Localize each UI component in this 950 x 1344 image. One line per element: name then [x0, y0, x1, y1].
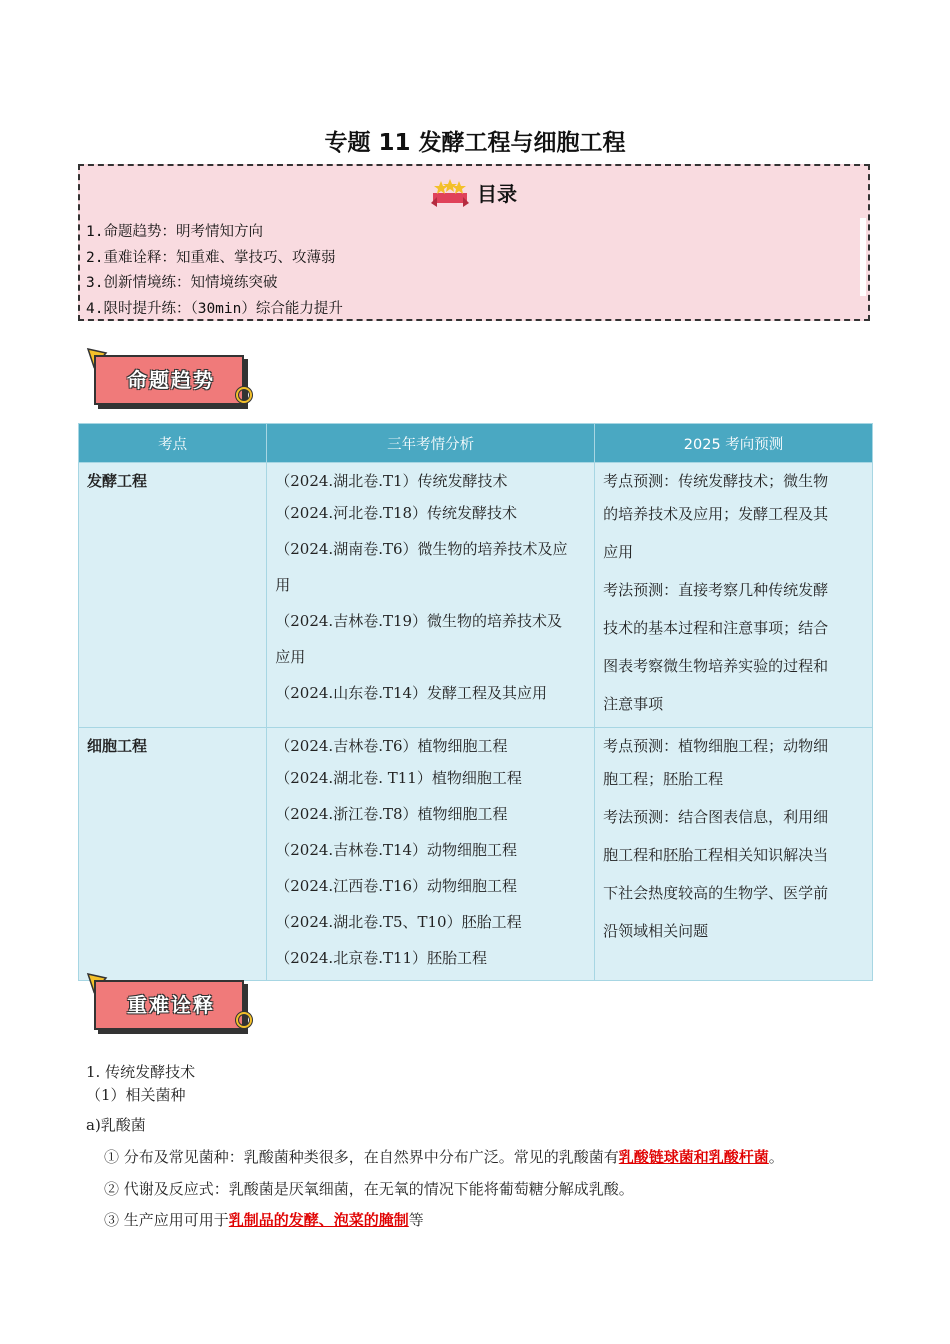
toc-item[interactable]: 3.创新情境练：知情境练突破 — [86, 275, 278, 291]
paragraph-text: 。 — [768, 1148, 784, 1166]
ring-icon — [234, 385, 254, 405]
paragraph: ② 代谢及反应式：乳酸菌是厌氧细菌，在无氧的情况下能将葡萄糖分解成乳酸。 — [104, 1180, 634, 1198]
history-line: （2024.山东卷.T14）发酵工程及其应用 — [275, 684, 548, 702]
page-title: 专题 11 发酵工程与细胞工程 — [324, 130, 626, 156]
toc-item[interactable]: 2.重难诠释：知重难、掌技巧、攻薄弱 — [86, 249, 336, 266]
toc-header — [80, 178, 868, 211]
prediction-line: 胞工程；胚胎工程 — [603, 770, 724, 788]
prediction-line: 沿领域相关问题 — [603, 922, 709, 940]
history-line: （2024.浙江卷.T8）植物细胞工程 — [275, 805, 508, 823]
paragraph-text: 等 — [408, 1211, 424, 1229]
history-line: 用 — [275, 576, 291, 594]
column-header: 考点 — [79, 424, 267, 463]
prediction-line: 注意事项 — [603, 695, 664, 713]
toc-margin-strip — [860, 218, 866, 296]
subsection-heading: （1）相关菌种 — [86, 1086, 186, 1104]
column-header: 2025 考向预测 — [595, 424, 873, 463]
history-line: （2024.湖北卷.T1）传统发酵技术 — [275, 472, 508, 490]
history-line: （2024.北京卷.T11）胚胎工程 — [275, 949, 488, 967]
history-cell — [267, 463, 595, 728]
history-line: （2024.江西卷.T16）动物细胞工程 — [275, 877, 518, 895]
toc-list — [86, 220, 343, 322]
banner-box — [94, 980, 244, 1030]
prediction-line: 考法预测：直接考察几种传统发酵 — [603, 581, 829, 599]
paragraph — [104, 1209, 424, 1230]
prediction-line: 图表考察微生物培养实验的过程和 — [603, 657, 829, 675]
topic-label: 细胞工程 — [87, 737, 148, 755]
table-row — [79, 463, 873, 728]
section-heading: 1. 传统发酵技术 — [86, 1063, 196, 1081]
highlight-text: 乳制品的发酵、泡菜的腌制 — [228, 1211, 409, 1229]
paragraph-text: ① 分布及常见菌种：乳酸菌种类很多，在自然界中分布广泛。常见的乳酸菌有 — [104, 1148, 619, 1166]
toc-item[interactable]: 4.限时提升练：（30min）综合能力提升 — [86, 300, 343, 317]
history-cell — [267, 728, 595, 981]
prediction-line: 考点预测：植物细胞工程；动物细 — [603, 737, 829, 755]
highlight-text: 乳酸链球菌和乳酸杆菌 — [618, 1148, 769, 1166]
banner-box — [94, 355, 244, 405]
history-line: （2024.河北卷.T18）传统发酵技术 — [275, 504, 518, 522]
prediction-line: 考点预测：传统发酵技术；微生物 — [603, 472, 829, 490]
ring-icon — [234, 1010, 254, 1030]
paragraph — [104, 1146, 784, 1167]
history-line: （2024.湖南卷.T6）微生物的培养技术及应 — [275, 540, 568, 558]
prediction-cell — [595, 728, 873, 981]
column-header: 三年考情分析 — [267, 424, 595, 463]
history-line: （2024.湖北卷.T5、T10）胚胎工程 — [275, 913, 522, 931]
stars-ribbon-icon — [431, 179, 469, 207]
topic-cell — [79, 463, 267, 728]
prediction-cell — [595, 463, 873, 728]
toc-box — [78, 164, 870, 321]
toc-title: 目录 — [477, 182, 517, 206]
prediction-line: 的培养技术及应用；发酵工程及其 — [603, 505, 829, 523]
prediction-line: 胞工程和胚胎工程相关知识解决当 — [603, 846, 829, 864]
history-line: 应用 — [275, 648, 306, 666]
paragraph-text: ③ 生产应用可用于 — [104, 1211, 229, 1229]
exam-trend-table — [78, 423, 873, 981]
history-line: （2024.吉林卷.T19）微生物的培养技术及 — [275, 612, 563, 630]
history-line: （2024.吉林卷.T6）植物细胞工程 — [275, 737, 508, 755]
banner-title: 命题趋势 — [127, 368, 215, 392]
topic-label: 发酵工程 — [87, 472, 148, 490]
section-banner-trend — [86, 347, 256, 413]
banner-title: 重难诠释 — [127, 993, 215, 1017]
topic-cell — [79, 728, 267, 981]
prediction-line: 技术的基本过程和注意事项；结合 — [603, 619, 829, 637]
prediction-line: 下社会热度较高的生物学、医学前 — [603, 884, 829, 902]
section-banner-key — [86, 972, 256, 1038]
prediction-line: 应用 — [603, 543, 634, 561]
table-header-row — [79, 424, 873, 463]
history-line: （2024.吉林卷.T14）动物细胞工程 — [275, 841, 518, 859]
prediction-line: 考法预测：结合图表信息，利用细 — [603, 808, 829, 826]
item-heading: a)乳酸菌 — [86, 1116, 146, 1134]
toc-item[interactable]: 1.命题趋势：明考情知方向 — [86, 224, 263, 240]
table-row — [79, 728, 873, 981]
history-line: （2024.湖北卷. T11）植物细胞工程 — [275, 769, 522, 787]
